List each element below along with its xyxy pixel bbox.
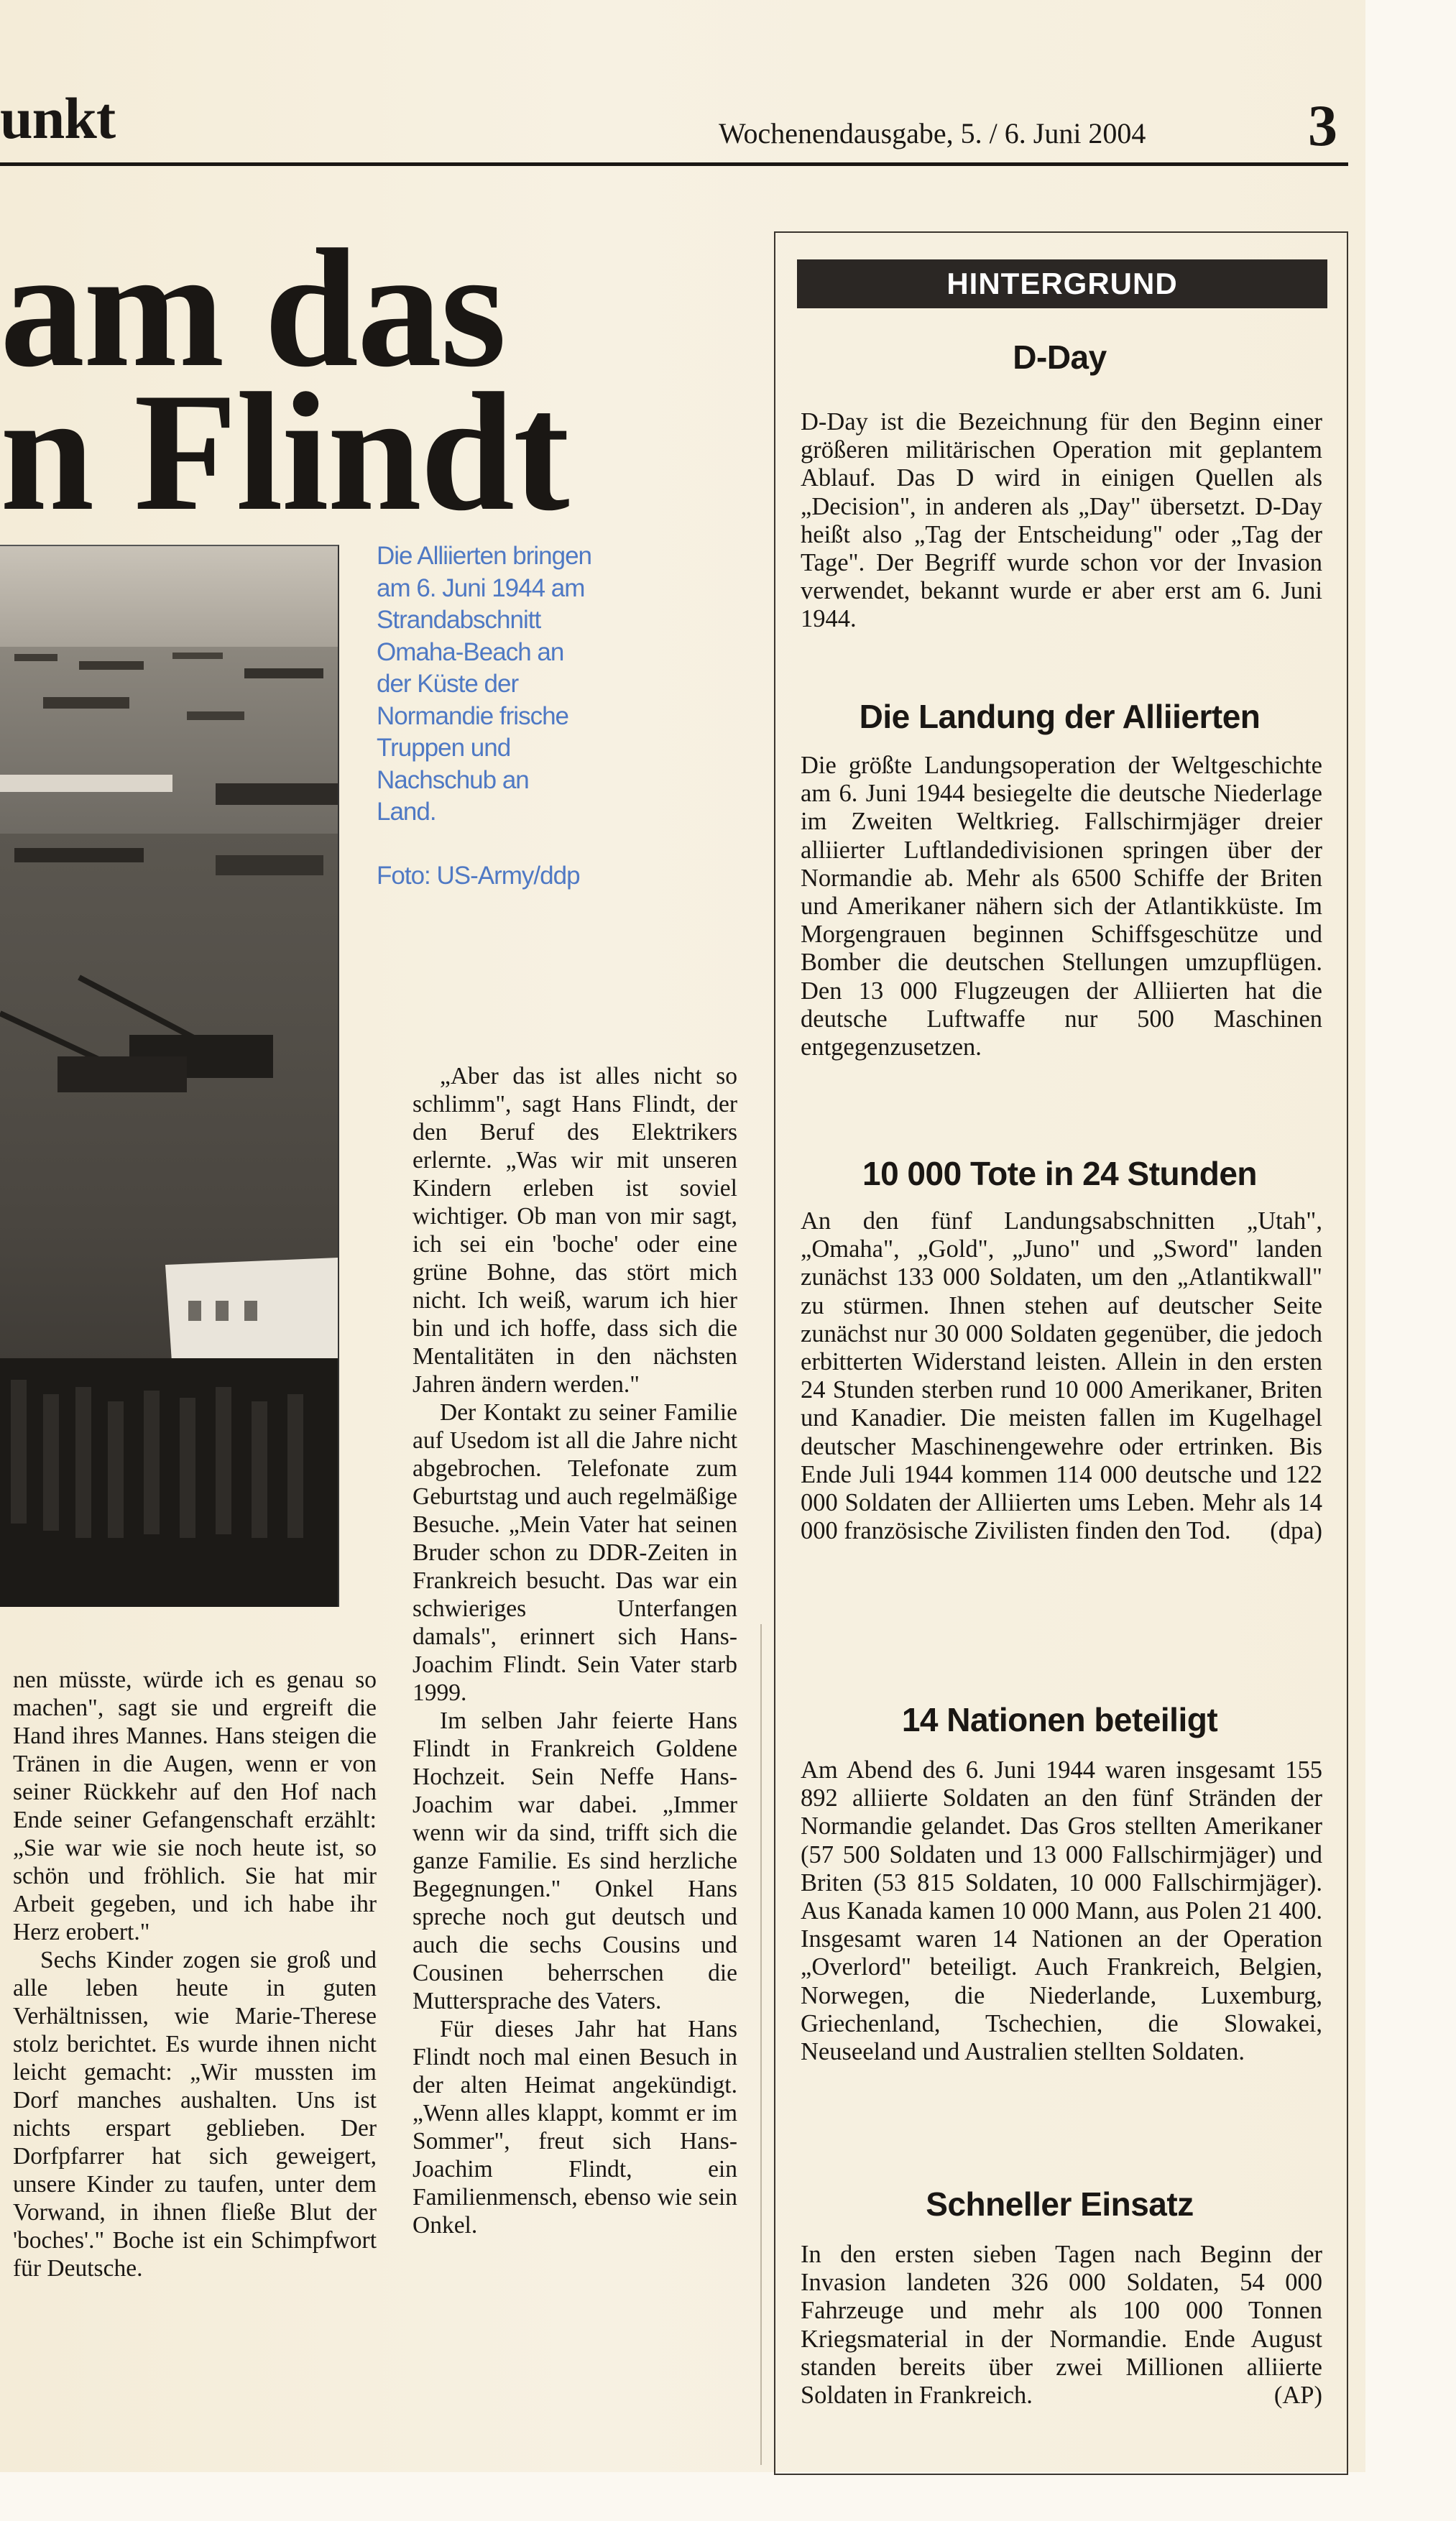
paragraph: Der Kontakt zu seiner Familie auf Usedom ist all die Jahre nicht abgebrochen. Telefonate zum Geburtstag und auch regelmäßige Besuche. „Mein Vater hat seinen Bruder schon zu DDR-Zeiten in Frankreich besucht. Das war ein schwieriges Unterfangen damals", erinnert sich Hans-Joachim Flindt. Sein Vater starb 1999. (413, 1399, 737, 1706)
article-column-b (413, 1062, 737, 2239)
photo-image (0, 546, 338, 1607)
paragraph: Im selben Jahr feierte Hans Flindt in Frankreich Goldene Hochzeit. Sein Neffe Hans-Joachim war dabei. „Immer wenn wir da sind, trifft sich die ganze Familie. Es sind herzliche Begegnungen." Onkel Hans spreche noch gut deutsch und auch die sechs Cousins und Cousinen beherrschen die Muttersprache des Vaters. (413, 1707, 737, 2014)
box-badge: HINTERGRUND (799, 262, 1325, 306)
headline-line-2: n Flindt (0, 359, 568, 546)
headline-line-1: am das (0, 215, 505, 402)
section-kicker: unkt (0, 86, 116, 151)
section-text (801, 1207, 1322, 1545)
section-text (801, 2241, 1322, 2410)
section-text (801, 408, 1322, 634)
section-title: 14 Nationen beteiligt (901, 1701, 1218, 1738)
paragraph: nen müsste, würde ich es genau so machen", sagt sie und ergreift die Hand ihres Mannes. Hans steigen die Tränen in die Augen, wenn er von seiner Rückkehr auf den Hof nach Ende seiner Gefangenschaft erzählt: „Sie war wie sie noch heute ist, so schön und fröhlich. Sie hat mir Arbeit gegeben, und ich habe ihr Herz erobert." (13, 1667, 377, 1945)
header-rule (0, 162, 1348, 166)
section-body: D-Day ist die Bezeichnung für den Beginn einer größeren militärischen Operation mit geplantem Ablauf. Das D wird in einigen Quellen als „Decision", in anderen als „Day" übersetzt. D-Day heißt also „Tag der Entscheidung" oder „Tag der Tage". Der Begriff wurde schon vor der Invasion verwendet, bekannt wurde er aber erst am 6. Juni 1944. (801, 408, 1322, 633)
column-divider (760, 1624, 762, 2465)
paragraph: Sechs Kinder zogen sie groß und alle leben heute in guten Verhältnissen, wie Marie-Therese stolz berichtet. Es wurde ihnen nicht leicht gemacht: „Wir mussten im Dorf manches aushalten. Uns ist nichts erspart geblieben. Der Dorfpfarrer hat sich geweigert, unsere Kinder zu taufen, unter dem Vorwand, in ihnen fließe Blut der 'boches'." Boche ist ein Schimpfwort für Deutsche. (13, 1947, 377, 2282)
section-body: In den ersten sieben Tagen nach Beginn der Invasion landeten 326 000 Soldaten, 54 000 Fahrzeuge und mehr als 100 000 Tonnen Kriegsmaterial in der Normandie. Ende August standen bereits über zwei Millionen alliierte Soldaten in Frankreich. (801, 2241, 1322, 2410)
section-title: D-Day (1013, 338, 1107, 376)
landing-photo (0, 545, 339, 1607)
page-number: 3 (1308, 93, 1337, 158)
section-body: Am Abend des 6. Juni 1944 waren insgesamt 155 892 alliierte Soldaten an den fünf Stränden der Normandie gelandet. Das Gros stellten Amerikaner (57 500 Soldaten und 13 000 Fallschirmjäger) und Briten (53 815 Soldaten, 10 000 Fallschirmjäger). Aus Kanada kamen 10 000 Mann, aus Polen 21 400. Insgesamt waren 14 Nationen an der Operation „Overlord" beteiligt. Auch Frankreich, Belgien, Norwegen, die Niederlande, Luxemburg, Griechenland, Tschechien, die Slowakei, Neuseeland und Australien stellten Soldaten. (801, 1756, 1322, 2066)
section-body: Die größte Landungsoperation der Weltgeschichte am 6. Juni 1944 besiegelte die deutsche Niederlage im Zweiten Weltkrieg. Fallschirmjäger dreier alliierter Luftlandedivisionen springen über der Normandie ab. Mehr als 6500 Schiffe der Briten und Amerikaner nähern sich der Atlantikküste. Im Morgengrauen beginnen Schiffsgeschütze und Bomber die deutschen Stellungen umzupflügen. Den 13 000 Flugzeugen der Alliierten hat die deutsche Luftwaffe nur 500 Maschinen entgegenzusetzen. (801, 752, 1322, 1061)
source-tag: (AP) (1273, 2382, 1322, 2410)
edition-date: Wochenendausgabe, 5. / 6. Juni 2004 (719, 117, 1146, 149)
source-tag: (dpa) (1270, 1517, 1322, 1545)
page-bottom-margin (0, 2472, 1456, 2521)
caption-text: Die Alliierten bringen am 6. Juni 1944 am Strandabschnitt Omaha-Beach an der Küste der Normandie frische Truppen und Nachschub an Land. (377, 542, 592, 826)
paragraph: „Aber das ist alles nicht so schlimm", sagt Hans Flindt, der den Beruf des Elektrikers erlernte. „Was wir mit unseren Kindern erleben ist soviel wichtiger. Ob man von mir sagt, ich sei ein 'boche' oder eine grüne Bohne, das stört mich nicht. Ich weiß, warum ich hier bin und ich hoffe, dass sich die Mentalitäten in den nächsten Jahren ändern werden." (413, 1063, 737, 1398)
photo-credit: Foto: US-Army/ddp (377, 861, 580, 890)
section-title: Schneller Einsatz (926, 2185, 1194, 2223)
photo-caption (377, 540, 592, 892)
section-body: An den fünf Landungsabschnitten „Utah", „Omaha", „Gold", „Juno" und „Sword" landen zunächst 133 000 Soldaten, um den „Atlantikwall" zu stürmen. Ihnen stehen auf deutscher Seite zunächst nur 30 000 Soldaten gegenüber, die jedoch erbitterten Widerstand leisten. Allein in den ersten 24 Stunden sterben rund 10 000 Amerikaner, Briten und Kanadier. Die meisten fallen im Kugelhagel deutscher Maschinengewehre oder ertrinken. Bis Ende Juli 1944 kommen 114 000 deutsche und 122 000 Soldaten der Alliierten ums Leben. Mehr als 14 000 französische Zivilisten finden den Tod. (801, 1207, 1322, 1545)
article-column-a (13, 1666, 377, 2282)
page-margin (1365, 0, 1456, 2521)
section-text (801, 1756, 1322, 2066)
section-text (801, 752, 1322, 1061)
section-title: 10 000 Tote in 24 Stunden (862, 1155, 1258, 1192)
section-title: Die Landung der Alliierten (859, 698, 1261, 735)
paragraph: Für dieses Jahr hat Hans Flindt noch mal einen Besuch in der alten Heimat angekündigt. „Wenn alles klappt, kommt er im Sommer", freut sich Hans-Joachim Flindt, ein Familienmensch, ebenso wie sein Onkel. (413, 2016, 737, 2239)
